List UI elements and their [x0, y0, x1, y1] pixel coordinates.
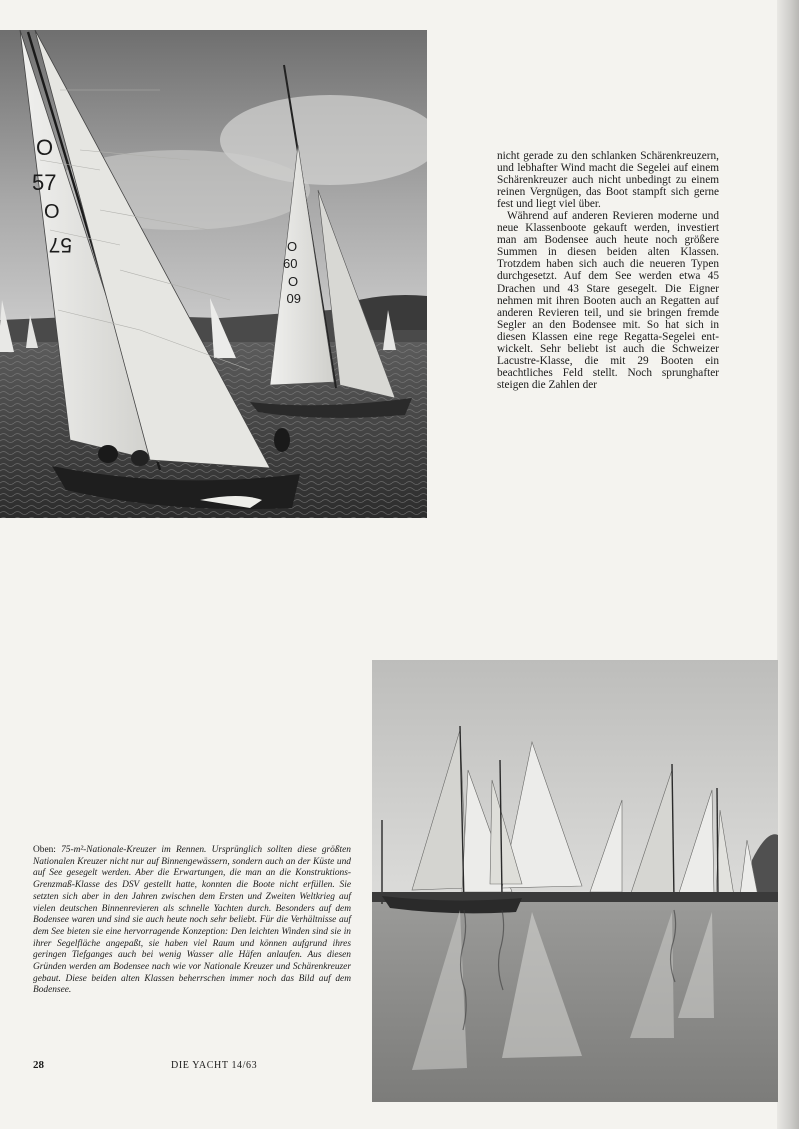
photo-nationale-kreuzer-racing	[0, 30, 427, 518]
photo-moored-fleet-bodensee	[372, 660, 778, 1102]
body-paragraph-2: Während auf anderen Revieren moderne und neue Klassenboote gekauft werden, investiert man am Bodensee auch heute noch größere Summen in diesen beiden alten Klassen. Trotzdem haben sich auch die neueren Typen durchgesetzt. Auf dem See werden etwa 45 Drachen und 43 Stare gesegelt. Die Eigner nehmen mit ihren Booten auch an Regatten auf anderen Revieren teil, und sie bringen fremde Segler an den Bodensee mit. So hat sich in diesen Klassen eine rege Regatta-Segelei entwickelt. Sehr beliebt ist auch die Schweizer Lacustre-Klasse, die mit 29 Booten ein beachtliches Feld stellt. Noch sprunghafter steigen die Zahlen der	[497, 210, 719, 391]
caption-lead: Oben:	[33, 845, 56, 855]
sail-number-left-1: O	[36, 135, 54, 160]
running-footer-publication: DIE YACHT 14/63	[171, 1060, 258, 1071]
sail-number-right-3: O	[288, 274, 299, 289]
page-number: 28	[33, 1059, 44, 1071]
article-body-column	[497, 150, 719, 391]
sail-number-right-2: 60	[283, 256, 298, 271]
sail-number-left-2: 57	[32, 170, 57, 195]
sail-number-right-4: 60	[286, 291, 301, 306]
body-paragraph-1: nicht gerade zu den schlanken Schärenkreuzern, und lebhafter Wind macht die Segelei auf einem Schärenkreuzer auch nicht unbedingt zu einem reinen Vergnügen, das Boot stampft sich gerne fest und liegt viel über.	[497, 150, 719, 211]
page-gutter-shadow	[777, 0, 799, 1129]
sail-number-left-3: O	[44, 201, 60, 223]
sail-number-left-4: 57	[48, 233, 72, 256]
caption-text: 75-m²-Nationale-Kreuzer im Rennen. Ursprünglich sollten diese größten Nationalen Kreuzer nicht nur auf Binnengewässern, sondern auch an der Küste und auf See gesegelt werden. Aber die Erwartungen, die man an die Konstruktions-Grenzmaß-Klasse des DSV gestellt hatte, konnten die Boote nicht erfüllen. Sie setzten sich aber in den Jahren zwischen dem Ersten und Zweiten Weltkrieg auf vielen deutschen Binnenrevieren als schnelle Yachten durch. Besonders auf dem Bodensee waren und sind sie auch heute noch sehr beliebt. Für die Verhältnisse auf dem See bieten sie eine hervorragende Konzeption: Den leichten Winden sind sie in ihrer Segelfläche angepaßt, sie haben viel Raum und können aufgrund ihres geringen Tiefganges auch bei wenig Wasser alle Häfen anlaufen. Aus diesen Gründen werden am Bodensee nach wie vor Nationale Kreuzer und Schärenkreuzer gebaut. Diese beiden alten Klassen beherrschen immer noch das Bild auf dem Bodensee.	[33, 845, 351, 996]
photo-caption	[33, 845, 351, 997]
sail-number-right-1: O	[287, 239, 298, 254]
